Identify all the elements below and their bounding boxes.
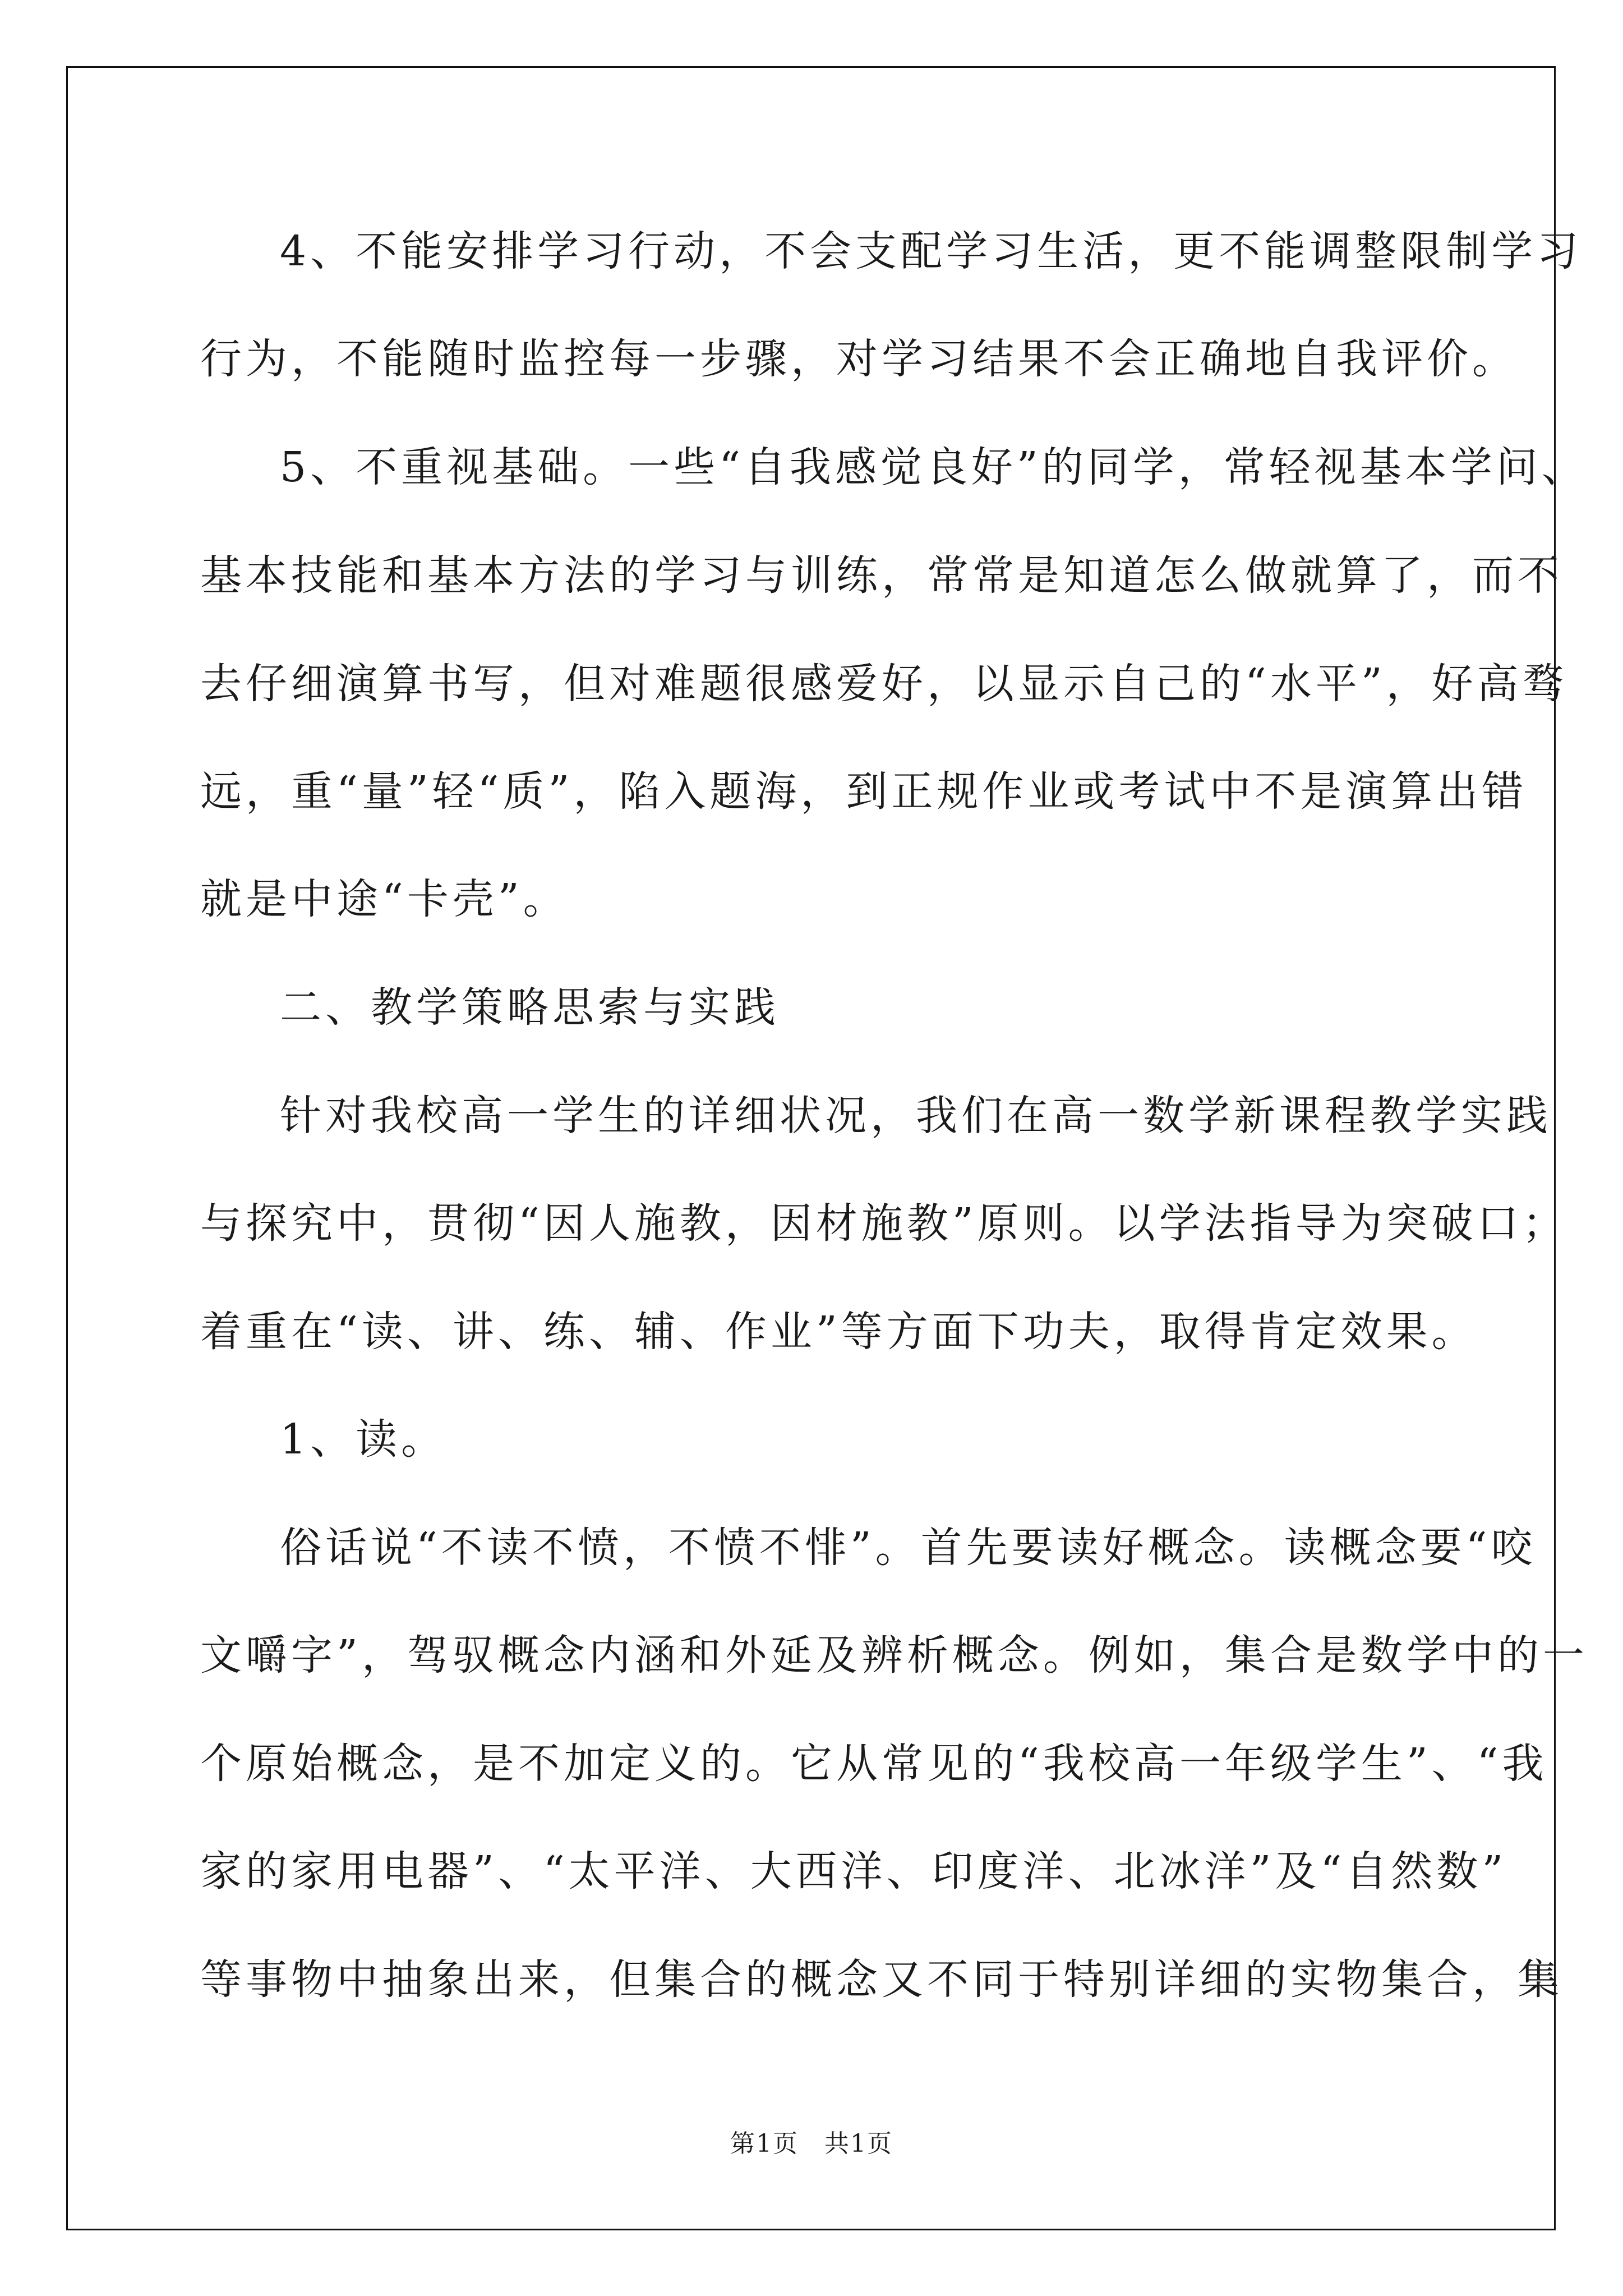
text-line: 针对我校高一学生的详细状况，我们在高一数学新课程教学实践: [280, 1092, 1552, 1140]
text-line: 就是中途“卡壳”。: [200, 875, 569, 923]
text-line: 着重在“读、讲、练、辅、作业”等方面下功夫，取得肯定效果。: [200, 1308, 1477, 1356]
text-line: 等事物中抽象出来，但集合的概念又不同于特别详细的实物集合，集: [200, 1955, 1563, 2004]
text-line: 去仔细演算书写，但对难题很感爱好，以显示自己的“水平”，好高骛: [200, 660, 1568, 708]
page-number-footer: 第1页 共1页: [730, 2129, 893, 2158]
text-line: 行为，不能随时监控每一步骤，对学习结果不会正确地自我评价。: [200, 335, 1518, 383]
text-line: 家的家用电器”、“太平洋、大西洋、印度洋、北冰洋”及“自然数”: [200, 1847, 1507, 1895]
text-line: 5、不重视基础。一些“自我感觉良好”的同学，常轻视基本学问、: [280, 443, 1587, 491]
text-line: 与探究中，贯彻“因人施教，因材施教”原则。以学法指导为突破口；: [200, 1199, 1568, 1248]
text-line: 俗话说“不读不愤，不愤不悱”。首先要读好概念。读概念要“咬: [280, 1524, 1537, 1572]
section-heading: 二、教学策略思索与实践: [280, 983, 780, 1032]
text-line: 个原始概念，是不加定义的。它从常见的“我校高一年级学生”、“我: [200, 1740, 1548, 1788]
text-line: 远，重“量”轻“质”，陷入题海，到正规作业或考试中不是演算出错: [200, 767, 1528, 816]
subsection-heading: 1、读。: [280, 1415, 447, 1464]
text-line: 4、不能安排学习行动，不会支配学习生活，更不能调整限制学习: [280, 227, 1583, 275]
text-line: 文嚼字”，驾驭概念内涵和外延及辨析概念。例如，集合是数学中的一: [200, 1631, 1588, 1680]
text-line: 基本技能和基本方法的学习与训练，常常是知道怎么做就算了，而不: [200, 551, 1563, 600]
